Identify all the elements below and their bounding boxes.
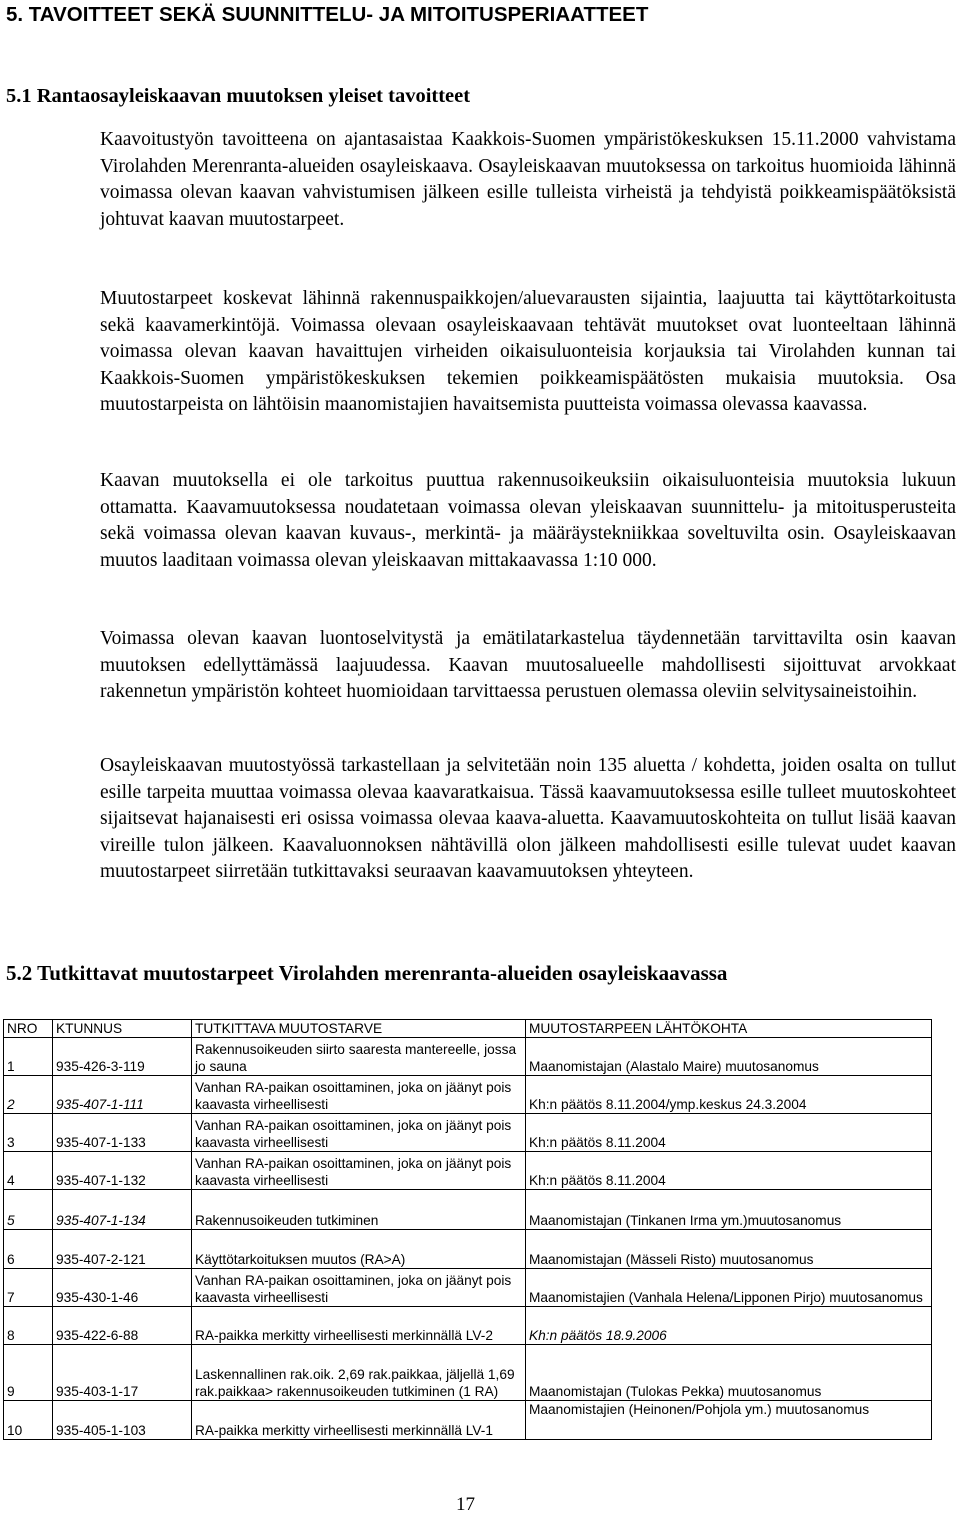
cell-nro: 2 bbox=[4, 1076, 53, 1114]
changes-table bbox=[3, 1019, 932, 1440]
section-heading-5-2: 5.2 Tutkittavat muutostarpeet Virolahden merenranta-alueiden osayleiskaavassa bbox=[6, 961, 728, 985]
cell-nro: 4 bbox=[4, 1152, 53, 1190]
col-header-lahtokohta: MUUTOSTARPEEN LÄHTÖKOHTA bbox=[526, 1020, 932, 1038]
cell-lahtokohta: Kh:n päätös 8.11.2004 bbox=[526, 1152, 932, 1190]
paragraph-5: Osayleiskaavan muutostyössä tarkastellaan ja selvitetään noin 135 aluetta / kohdetta, joiden osalta on tullut esille tarpeita muuttaa voimassa olevaa kaavaratkaisua. Tässä kaavamuutoksessa esille tulleet muutoskohteet sijaitsevat hajanaisesti eri osissa voimassa olevaa kaava-aluetta. Kaavamuutoskohteita on tullut lisää kaavan vireille tulon jälkeen. Kaavaluonnoksen nähtävillä olon jälkeen mahdollisesti esille tulevat uudet kaavan muutostarpeet siirretään tutkittavaksi seuraavan kaavamuutoksen yhteyteen. bbox=[100, 755, 956, 882]
cell-nro: 9 bbox=[4, 1345, 53, 1401]
cell-lahtokohta: Maanomistajien (Vanhala Helena/Lipponen Pirjo) muutosanomus bbox=[526, 1269, 932, 1307]
section-heading-5-1: 5.1 Rantaosayleiskaavan muutoksen yleiset tavoitteet bbox=[6, 85, 471, 107]
table-row bbox=[4, 1230, 932, 1269]
table-row bbox=[4, 1269, 932, 1307]
main-heading: 5. TAVOITTEET SEKÄ SUUNNITTELU- JA MITOITUSPERIAATTEET bbox=[6, 3, 649, 26]
cell-ktunnus: 935-407-1-132 bbox=[53, 1152, 192, 1190]
table-header-row bbox=[4, 1020, 932, 1038]
table-row bbox=[4, 1190, 932, 1230]
cell-ktunnus: 935-403-1-17 bbox=[53, 1345, 192, 1401]
cell-tarve: Käyttötarkoituksen muutos (RA>A) bbox=[192, 1230, 526, 1269]
table-row bbox=[4, 1038, 932, 1076]
cell-lahtokohta: Kh:n päätös 8.11.2004 bbox=[526, 1114, 932, 1152]
cell-nro: 1 bbox=[4, 1038, 53, 1076]
cell-tarve: Vanhan RA-paikan osoittaminen, joka on jäänyt pois kaavasta virheellisesti bbox=[192, 1269, 526, 1307]
cell-lahtokohta: Maanomistajan (Tulokas Pekka) muutosanomus bbox=[526, 1345, 932, 1401]
paragraph-4: Voimassa olevan kaavan luontoselvitystä ja emätilatarkastelua täydennetään tarvittavilta osin kaavan muutoksen edellyttämässä laajuudessa. Kaavan muutosalueelle mahdollisesti sijoittuvat arvokkaat rakennetun ympäristön kohteet huomioidaan tarvittaessa perustuen olemassa oleviin selvitysaineistoihin. bbox=[100, 628, 956, 702]
table-row bbox=[4, 1345, 932, 1401]
cell-tarve: Vanhan RA-paikan osoittaminen, joka on jäänyt pois kaavasta virheellisesti bbox=[192, 1152, 526, 1190]
cell-nro: 6 bbox=[4, 1230, 53, 1269]
cell-nro: 8 bbox=[4, 1307, 53, 1345]
cell-tarve: Laskennallinen rak.oik. 2,69 rak.paikkaa, jäljellä 1,69 rak.paikkaa> rakennusoikeuden tutkiminen (1 RA) bbox=[192, 1345, 526, 1401]
table-row bbox=[4, 1401, 932, 1440]
cell-ktunnus: 935-407-1-111 bbox=[53, 1076, 192, 1114]
col-header-tarve: TUTKITTAVA MUUTOSTARVE bbox=[192, 1020, 526, 1038]
cell-lahtokohta: Maanomistajan (Mässeli Risto) muutosanomus bbox=[526, 1230, 932, 1269]
cell-tarve: RA-paikka merkitty virheellisesti merkinnällä LV-1 bbox=[192, 1401, 526, 1440]
cell-lahtokohta: Maanomistajan (Tinkanen Irma ym.)muutosanomus bbox=[526, 1190, 932, 1230]
paragraph-2: Muutostarpeet koskevat lähinnä rakennuspaikkojen/aluevarausten sijaintia, laajuutta tai käyttötarkoitusta sekä kaavamerkintöjä. Voimassa olevaan osayleiskaavaan tehtävät muutokset ovat luonteeltaan lähinnä voimassa olevan kaavan havaittujen virheiden oikaisuluonteisia korjauksia tai Virolahden kunnan tai Kaakkois-Suomen ympäristökeskuksen tekemien poikkeamispäätösten mukaisia muutoksia. Osa muutostarpeista on lähtöisin maanomistajien havaitsemista puutteista voimassa olevassa kaavassa. bbox=[100, 288, 956, 415]
cell-ktunnus: 935-422-6-88 bbox=[53, 1307, 192, 1345]
table-row bbox=[4, 1307, 932, 1345]
paragraph-1: Kaavoitustyön tavoitteena on ajantasaistaa Kaakkois-Suomen ympäristökeskuksen 15.11.2000 vahvistama Virolahden Merenranta-alueiden osayleiskaava. Osayleiskaavan muutoksessa on tarkoitus huomioida lähinnä voimassa olevan kaavan vahvistumisen jälkeen esille tulleista virheistä ja tehdyistä poikkeamispäätöksistä johtuvat kaavan muutostarpeet. bbox=[100, 129, 956, 230]
cell-nro: 5 bbox=[4, 1190, 53, 1230]
cell-lahtokohta: Maanomistajien (Heinonen/Pohjola ym.) muutosanomus bbox=[526, 1401, 932, 1440]
table-row bbox=[4, 1076, 932, 1114]
cell-tarve: Vanhan RA-paikan osoittaminen, joka on jäänyt pois kaavasta virheellisesti bbox=[192, 1076, 526, 1114]
cell-tarve: Rakennusoikeuden tutkiminen bbox=[192, 1190, 526, 1230]
cell-nro: 3 bbox=[4, 1114, 53, 1152]
table-row bbox=[4, 1114, 932, 1152]
table-row bbox=[4, 1152, 932, 1190]
cell-lahtokohta: Kh:n päätös 18.9.2006 bbox=[526, 1307, 932, 1345]
cell-ktunnus: 935-407-1-133 bbox=[53, 1114, 192, 1152]
cell-ktunnus: 935-426-3-119 bbox=[53, 1038, 192, 1076]
cell-ktunnus: 935-405-1-103 bbox=[53, 1401, 192, 1440]
page-number: 17 bbox=[456, 1494, 475, 1515]
col-header-ktunnus: KTUNNUS bbox=[53, 1020, 192, 1038]
cell-ktunnus: 935-430-1-46 bbox=[53, 1269, 192, 1307]
cell-tarve: Vanhan RA-paikan osoittaminen, joka on jäänyt pois kaavasta virheellisesti bbox=[192, 1114, 526, 1152]
cell-lahtokohta: Kh:n päätös 8.11.2004/ymp.keskus 24.3.2004 bbox=[526, 1076, 932, 1114]
cell-tarve: Rakennusoikeuden siirto saaresta mantereelle, jossa jo sauna bbox=[192, 1038, 526, 1076]
cell-ktunnus: 935-407-1-134 bbox=[53, 1190, 192, 1230]
cell-tarve: RA-paikka merkitty virheellisesti merkinnällä LV-2 bbox=[192, 1307, 526, 1345]
cell-lahtokohta: Maanomistajan (Alastalo Maire) muutosanomus bbox=[526, 1038, 932, 1076]
col-header-nro: NRO bbox=[4, 1020, 53, 1038]
cell-nro: 7 bbox=[4, 1269, 53, 1307]
cell-nro: 10 bbox=[4, 1401, 53, 1440]
cell-ktunnus: 935-407-2-121 bbox=[53, 1230, 192, 1269]
paragraph-3: Kaavan muutoksella ei ole tarkoitus puuttua rakennusoikeuksiin oikaisuluonteisia muutoksia lukuun ottamatta. Kaavamuutoksessa noudatetaan voimassa olevan yleiskaavan suunnittelu- ja mitoitusperusteita sekä voimassa olevan kaavan kuvaus-, merkintä- ja määräystekniikkaa soveltuvilta osin. Osayleiskaavan muutos laaditaan voimassa olevan yleiskaavan mittakaavassa 1:10 000. bbox=[100, 470, 956, 571]
